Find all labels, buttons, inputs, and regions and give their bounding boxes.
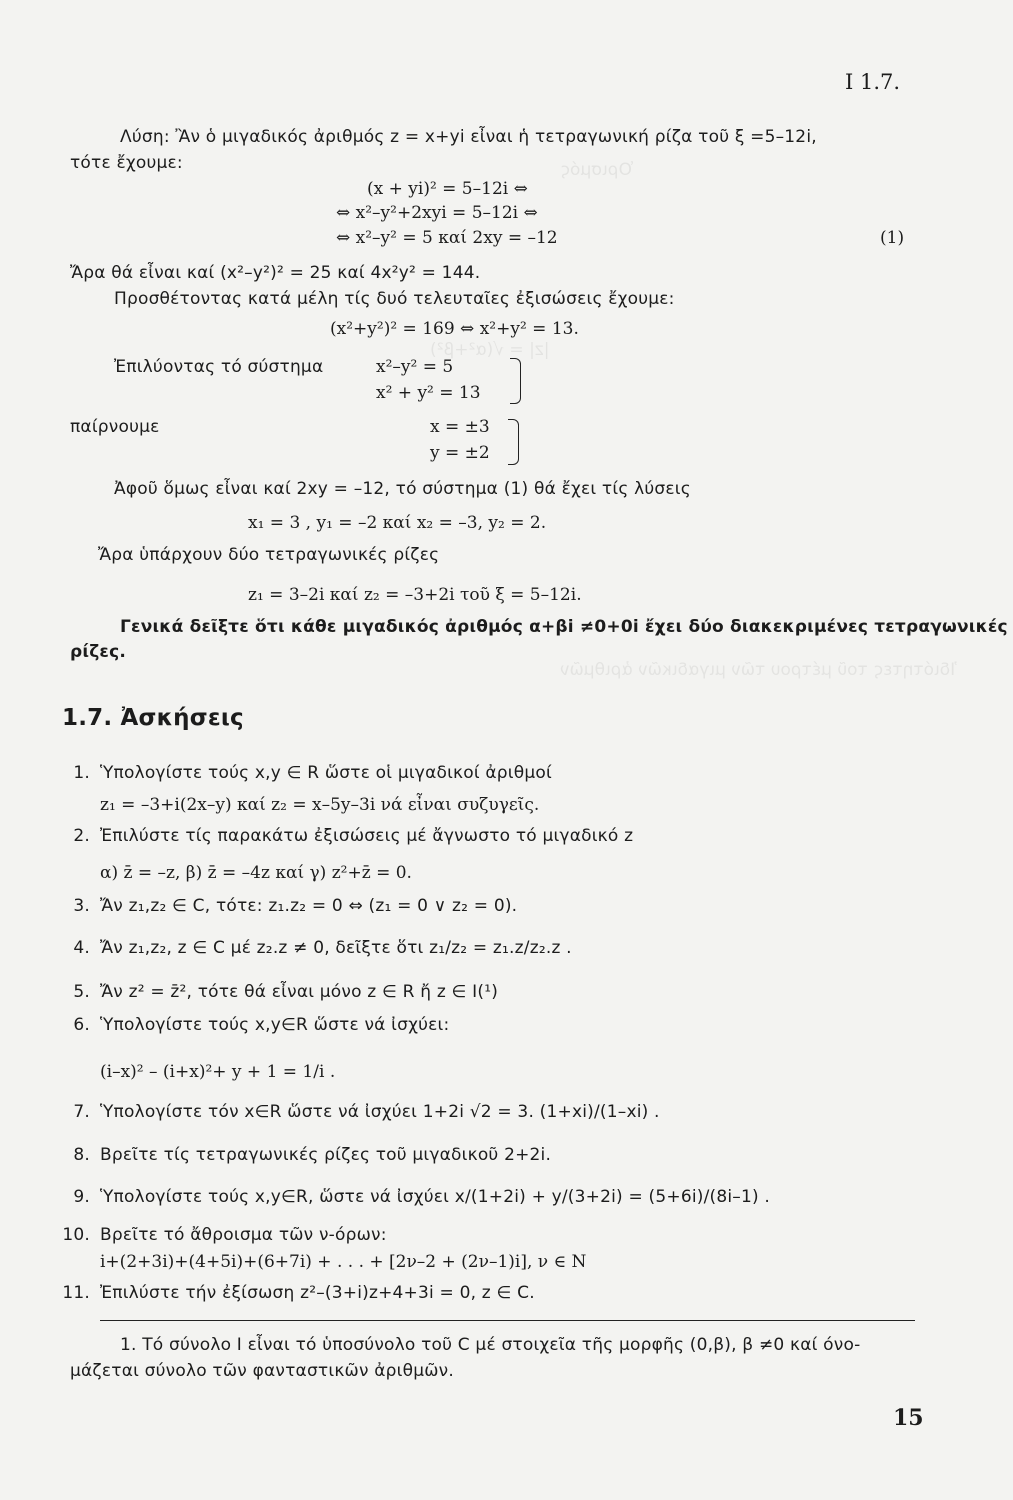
exercise-item: α) z̄ = –z, β) z̄ = –4z καί γ) z²+z̄ = 0. — [100, 863, 412, 883]
solution-intro — [120, 127, 817, 147]
take-label: παίρνουμε — [70, 417, 160, 437]
exercise-number: 8. — [73, 1145, 90, 1165]
equation-2: ⇔ x²–y²+2xyi = 5–12i ⇔ — [336, 203, 538, 223]
exercise-text: Ὑπολογίστε τόν x∈R ὥστε νά ἰσχύει 1+2i √2 = 3. (1+xi)/(1–xi) . — [100, 1102, 660, 1122]
system-1-eq-a: x²–y² = 5 — [376, 357, 454, 377]
bleed-through-text: Ὁρισμός — [560, 160, 633, 180]
exercise-text: Βρεῖτε τίς τετραγωνικές ρίζες τοῦ μιγαδικοῦ 2+2i. — [100, 1145, 552, 1165]
solution-line-add: Προσθέτοντας κατά μέλη τίς δυό τελευταῖες ἐξισώσεις ἔχουμε: — [114, 289, 675, 309]
system-2-eq-b: y = ±2 — [430, 443, 490, 463]
solve-system-label: Ἐπιλύοντας τό σύστημα — [114, 357, 324, 377]
exercise-number: 11. — [62, 1283, 90, 1303]
exercise-text: Ἄν z₁,z₂, z ∈ C μέ z₂.z ≠ 0, δεῖξτε ὅτι z₁/z₂ = z₁.z/z₂.z . — [100, 938, 572, 958]
solution-intro-continued: τότε ἔχουμε: — [70, 153, 183, 173]
exercise-text: Ἐπιλύστε τήν ἐξίσωση z²–(3+i)z+4+3i = 0, z ∈ C. — [100, 1283, 535, 1303]
footnote-line-2: μάζεται σύνολο τῶν φανταστικῶν ἀριθμῶν. — [70, 1361, 454, 1381]
exercise-number: 9. — [73, 1187, 90, 1207]
solution-line-two-roots: Ἄρα ὑπάρχουν δύο τετραγωνικές ρίζες — [98, 545, 440, 565]
exercise-text: Ὑπολογίστε τούς x,y∈R, ὥστε νά ἰσχύει x/(1+2i) + y/(3+2i) = (5+6i)/(8i–1) . — [100, 1187, 771, 1207]
exercise-text: Ἄν z₁,z₂ ∈ C, τότε: z₁.z₂ = 0 ⇔ (z₁ = 0 ∨ z₂ = 0). — [100, 896, 518, 916]
exercise-number: 4. — [73, 938, 90, 958]
footnote-rule — [100, 1320, 915, 1321]
system-1-brace — [510, 358, 521, 404]
exercise-item: i+(2+3i)+(4+5i)+(6+7i) + . . . + [2ν–2 + (2ν–1)i], ν ∈ N — [100, 1252, 587, 1272]
solution-line-ara: Ἄρα θά εἶναι καί (x²–y²)² = 25 καί 4x²y² = 144. — [70, 263, 481, 283]
general-exercise-line-2: ρίζες. — [70, 642, 127, 662]
general-exercise-line-1: Γενικά δεῖξτε ὅτι κάθε μιγαδικός ἀριθμός α+βi ≠0+0i ἔχει δύο διακεκριμένες τετραγωνικές — [120, 617, 1008, 637]
system-2-eq-a: x = ±3 — [430, 417, 490, 437]
exercise-item: z₁ = –3+i(2x–y) καί z₂ = x–5y–3i νά εἶναι συζυγεῖς. — [100, 795, 540, 815]
square-roots: z₁ = 3–2i καί z₂ = –3+2i τοῦ ξ = 5–12i. — [248, 585, 582, 605]
equation-sum: (x²+y²)² = 169 ⇔ x²+y² = 13. — [330, 319, 579, 339]
footnote-line-1: 1. Τό σύνολο I εἶναι τό ὑποσύνολο τοῦ C μέ στοιχεῖα τῆς μορφῆς (0,β), β ≠0 καί όνο- — [120, 1335, 861, 1355]
exercise-number: 10. — [62, 1225, 90, 1245]
exercise-number: 7. — [73, 1102, 90, 1122]
exercise-text: Ὑπολογίστε τούς x,y ∈ R ὥστε οἱ μιγαδικοί ἀριθμοί — [100, 763, 552, 783]
equation-tag: (1) — [880, 228, 905, 248]
solution-intro-text: Ἂν ὁ μιγαδικός ἀριθμός z = x+yi εἶναι ἡ τετραγωνική ρίζα τοῦ ξ =5–12i, — [175, 127, 817, 147]
exercise-number: 5. — [73, 982, 90, 1002]
exercise-text: Ὑπολογίστε τούς x,y∈R ὥστε νά ἰσχύει: — [100, 1015, 450, 1035]
exercise-text: Ἐπιλύστε τίς παρακάτω ἐξισώσεις μέ ἄγνωστο τό μιγαδικό z — [100, 826, 634, 846]
exercise-number: 1. — [73, 763, 90, 783]
exercises-heading: 1.7. Ἀσκήσεις — [62, 705, 244, 731]
solution-label: Λύση: — [120, 127, 170, 147]
exercise-item: (i–x)² – (i+x)²+ y + 1 = 1/i . — [100, 1062, 336, 1082]
bleed-through-text: |z| = √(α²+β²) — [430, 340, 550, 360]
solutions-xy: x₁ = 3 , y₁ = –2 καί x₂ = –3, y₂ = 2. — [248, 513, 547, 533]
section-reference: I 1.7. — [845, 70, 901, 94]
exercise-text: Βρεῖτε τό ἄθροισμα τῶν ν-όρων: — [100, 1225, 387, 1245]
exercise-text: Ἄν z² = z̄², τότε θά εἶναι μόνο z ∈ R ἤ z ∈ I(¹) — [100, 982, 499, 1002]
equation-3: ⇔ x²–y² = 5 καί 2xy = –12 — [336, 228, 558, 248]
exercise-number: 2. — [73, 826, 90, 846]
exercise-number: 3. — [73, 896, 90, 916]
equation-1: (x + yi)² = 5–12i ⇔ — [367, 179, 528, 199]
system-1-eq-b: x² + y² = 13 — [376, 383, 481, 403]
system-2-brace — [508, 419, 519, 465]
exercise-number: 6. — [73, 1015, 90, 1035]
bleed-through-text: Ἰδιότητες τοῦ μέτρου τῶν μιγαδικῶν ἀριθμῶν — [560, 660, 957, 680]
page-number: 15 — [893, 1405, 924, 1431]
solution-line-since: Ἀφοῦ ὅμως εἶναι καί 2xy = –12, τό σύστημα (1) θά ἔχει τίς λύσεις — [114, 479, 691, 499]
